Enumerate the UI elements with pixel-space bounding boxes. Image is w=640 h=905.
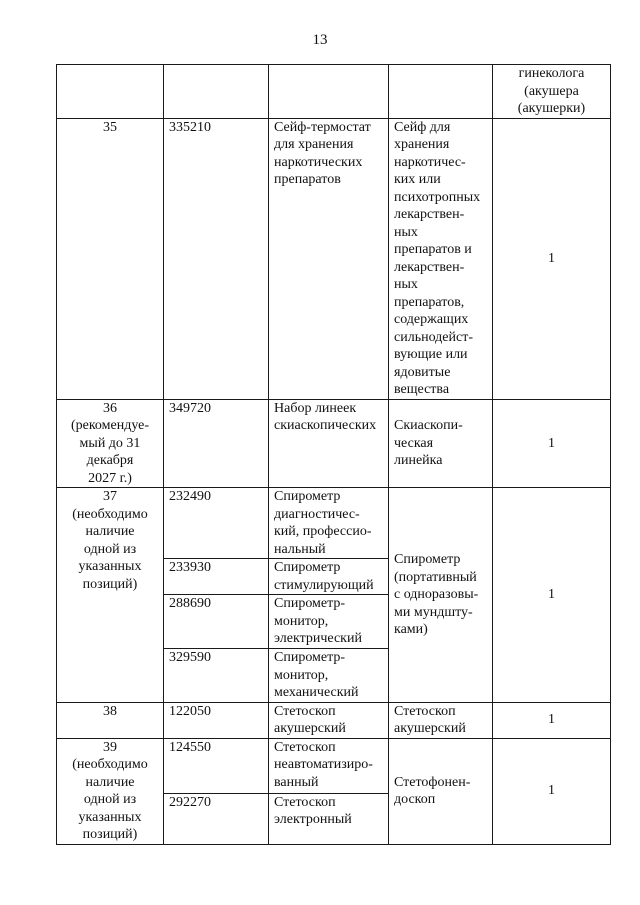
item-name: Спирометр стимулирующий [274,560,374,593]
item-type: Стетофонен- доскоп [394,774,471,807]
name-cell [269,559,389,595]
item-name: Спирометр диагностичес- кий, профессио- нальный [274,489,372,557]
type-cell [389,738,493,844]
table-cell [389,65,493,119]
item-type: Скиаскопи- ческая линейка [394,418,463,468]
type-cell [389,488,493,703]
code-cell [164,649,269,703]
item-code: 329590 [169,650,211,665]
item-qty: 1 [548,783,555,799]
row-number-cell [57,488,164,703]
item-code: 335210 [169,119,211,135]
qty-cell [493,488,611,703]
name-cell [269,793,389,844]
table-row [57,702,611,738]
table-cell [57,65,164,119]
row-number: 36 (рекомендуе- мый до 31 декабря 2027 г.) [70,400,150,486]
table-cell [269,65,389,119]
item-name: Сейф-термостат для хранения наркотических препаратов [274,119,371,187]
item-code: 232490 [169,489,211,504]
item-code: 233930 [169,560,211,575]
qty-header-text: гинеколога (акушера (акушерки) [517,66,586,116]
table-cell [493,65,611,119]
item-code: 288690 [169,596,211,611]
qty-cell [493,118,611,399]
code-cell [164,702,269,738]
equipment-table [56,64,611,845]
type-cell [389,399,493,488]
item-type: Стетоскоп акушерский [394,703,466,736]
item-name: Спирометр- монитор, механический [274,650,359,700]
qty-cell [493,702,611,738]
name-cell [269,488,389,559]
item-name: Спирометр- монитор, электрический [274,596,362,646]
row-number-cell [57,738,164,844]
item-qty: 1 [548,250,555,266]
table-row [57,738,611,793]
name-cell [269,595,389,649]
item-type: Спирометр (портативный с одноразовы- ми мундшту- ками) [394,552,479,637]
item-qty: 1 [548,712,555,728]
table-row [57,118,611,399]
code-cell [164,595,269,649]
table-row [57,488,611,559]
item-name: Стетоскоп неавтоматизиро- ванный [274,739,373,790]
row-number-cell [57,399,164,488]
item-name: Стетоскоп электронный [274,794,352,828]
row-number: 38 [103,703,117,719]
name-cell [269,738,389,793]
table-row [57,65,611,119]
item-qty: 1 [548,435,555,451]
table-row [57,399,611,488]
item-code: 124550 [169,739,211,755]
code-cell [164,559,269,595]
code-cell [164,399,269,488]
code-cell [164,488,269,559]
item-name: Набор линеек скиаскопических [274,400,377,433]
code-cell [164,793,269,844]
name-cell [269,118,389,399]
name-cell [269,649,389,703]
item-code: 122050 [169,703,211,719]
item-name: Стетоскоп акушерский [274,703,346,736]
code-cell [164,118,269,399]
name-cell [269,702,389,738]
type-cell [389,118,493,399]
name-cell [269,399,389,488]
item-type: Сейф для хранения наркотичес- ких или психотропных лекарствен- ных препаратов и лекарствен- ных препаратов, содержащих сильнодейст- вующие или ядовитые вещества [394,119,481,397]
qty-cell [493,399,611,488]
row-number: 35 [103,119,117,135]
item-qty: 1 [548,587,555,602]
qty-cell [493,738,611,844]
row-number-cell [57,702,164,738]
row-number: 37 (необходимо наличие одной из указанных позиций) [72,489,148,592]
code-cell [164,738,269,793]
row-number: 39 (необходимо наличие одной из указанных позиций) [72,739,148,842]
page-number: 13 [312,32,328,48]
item-code: 349720 [169,400,211,416]
type-cell [389,702,493,738]
row-number-cell [57,118,164,399]
item-code: 292270 [169,794,211,810]
table-cell [164,65,269,119]
